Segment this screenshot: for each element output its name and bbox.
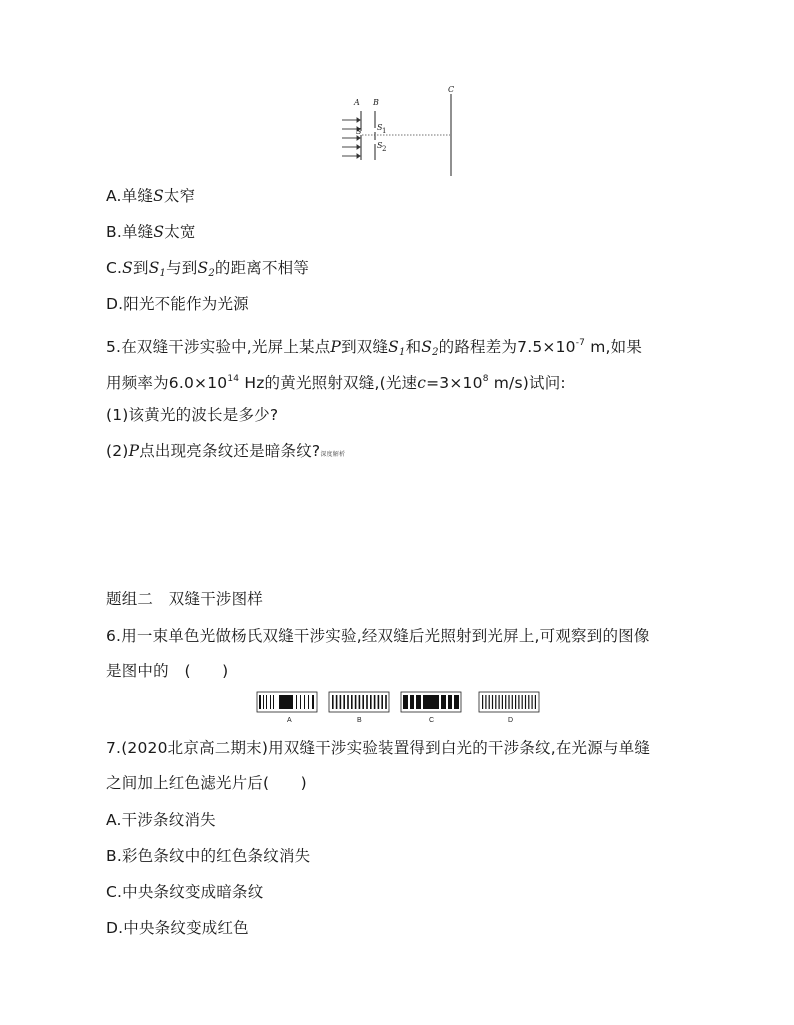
fringe-stripe (495, 695, 496, 709)
fringe-stripe (312, 695, 314, 709)
q7-option-a: A.干涉条纹消失 (106, 811, 216, 829)
fringe-stripe (518, 695, 519, 709)
fringe-stripe (492, 695, 493, 709)
q4-option-a: A.单缝S太窄 (106, 187, 196, 205)
fringe-stripe (489, 695, 490, 709)
fringe-stripe (505, 695, 506, 709)
fringe-stripe (366, 695, 368, 709)
q7-line-1: 7.(2020北京高二期末)用双缝干涉实验装置得到白光的干涉条纹,在光源与单缝 (106, 739, 651, 757)
fringe-patterns-figure (255, 690, 545, 724)
fringe-stripe (441, 695, 446, 709)
fringe-stripe (423, 695, 439, 709)
fringe-stripe (515, 695, 516, 709)
q4-option-b: B.单缝S太宽 (106, 223, 196, 241)
fringe-stripe (508, 695, 509, 709)
fringe-stripe (347, 695, 349, 709)
fringe-stripe (263, 695, 264, 709)
fringe-stripe (273, 695, 274, 709)
fringe-stripe (525, 695, 526, 709)
fringe-stripe (482, 695, 483, 709)
fringe-stripe (362, 695, 364, 709)
fringe-stripe (374, 695, 376, 709)
fringe-panel-b (329, 692, 389, 712)
fringe-stripe (532, 695, 533, 709)
q5-line-1: 5.在双缝干涉实验中,光屏上某点P到双缝$S_1$和$S_2$的路程差为$7.5\times 10^{-7}$ m,如果 (106, 338, 643, 358)
fringe-stripe (351, 695, 353, 709)
fringe-stripe (522, 695, 523, 709)
analysis-tag: 深度解析 (320, 451, 346, 458)
q7-option-c: C.中央条纹变成暗条纹 (106, 883, 264, 901)
label-s2-sub: 2 (382, 145, 387, 153)
fringe-label-a: A (287, 717, 292, 724)
fringe-stripe (403, 695, 408, 709)
fringe-label-b: B (357, 717, 362, 724)
fringe-panel-a (257, 692, 317, 712)
q5-sub-2: (2)P点出现亮条纹还是暗条纹?深度解析 (106, 442, 346, 460)
fringe-stripe (499, 695, 500, 709)
fringe-stripe (355, 695, 357, 709)
fringe-stripe (454, 695, 459, 709)
fringe-stripe (535, 695, 536, 709)
fringe-stripe (378, 695, 380, 709)
fringe-stripe (266, 695, 267, 709)
label-s: S (356, 127, 362, 136)
fringe-label-c: C (429, 717, 435, 724)
fringe-stripe (370, 695, 372, 709)
q6-line-2: 是图中的 ( ) (106, 662, 229, 680)
fringe-stripe (528, 695, 529, 709)
fringe-panel-c (401, 692, 461, 712)
fringe-stripe (448, 695, 452, 709)
q6-line-1: 6.用一束单色光做杨氏双缝干涉实验,经双缝后光照射到光屏上,可观察到的图像 (106, 627, 650, 645)
q7-line-2: 之间加上红色滤光片后( ) (106, 774, 307, 792)
q7-option-b: B.彩色条纹中的红色条纹消失 (106, 847, 311, 865)
fringe-stripe (340, 695, 342, 709)
fringe-stripe (502, 695, 503, 709)
fringe-stripe (270, 695, 271, 709)
q7-option-d: D.中央条纹变成红色 (106, 919, 249, 937)
double-slit-apparatus-diagram (335, 82, 465, 178)
fringe-stripe (308, 695, 309, 709)
fringe-stripe (385, 695, 387, 709)
label-b: B (373, 98, 379, 107)
fringe-stripe (336, 695, 338, 709)
fringe-stripe (359, 695, 361, 709)
label-s1-sub: 1 (382, 127, 387, 135)
fringe-stripe (332, 695, 334, 709)
fringe-stripe (304, 695, 305, 709)
group2-title: 题组二 双缝干涉图样 (106, 590, 264, 608)
q5-line-2: 用频率为$6.0\times 10^{14}$ Hz的黄光照射双缝,(光速$c=3\times 10^8$ m/s)试问: (106, 374, 566, 392)
fringe-stripe (296, 695, 297, 709)
fringe-stripe (410, 695, 414, 709)
fringe-stripe (381, 695, 383, 709)
label-s2: S (377, 141, 383, 150)
fringe-stripe (485, 695, 486, 709)
fringe-stripe (416, 695, 421, 709)
q4-option-c: C.S到$S_1$与到$S_2$的距离不相等 (106, 259, 310, 279)
label-a: A (354, 98, 360, 107)
label-s1: S (377, 123, 383, 132)
fringe-stripe (259, 695, 261, 709)
fringe-label-d: D (508, 717, 514, 724)
label-c: C (448, 85, 455, 94)
fringe-stripe (300, 695, 301, 709)
incident-light-arrows (342, 118, 360, 158)
q4-option-d: D.阳光不能作为光源 (106, 295, 249, 313)
fringe-stripe (512, 695, 513, 709)
q5-sub-1: (1)该黄光的波长是多少? (106, 406, 279, 424)
fringe-panel-d (479, 692, 539, 712)
fringe-stripe (279, 695, 293, 709)
fringe-stripe (343, 695, 345, 709)
